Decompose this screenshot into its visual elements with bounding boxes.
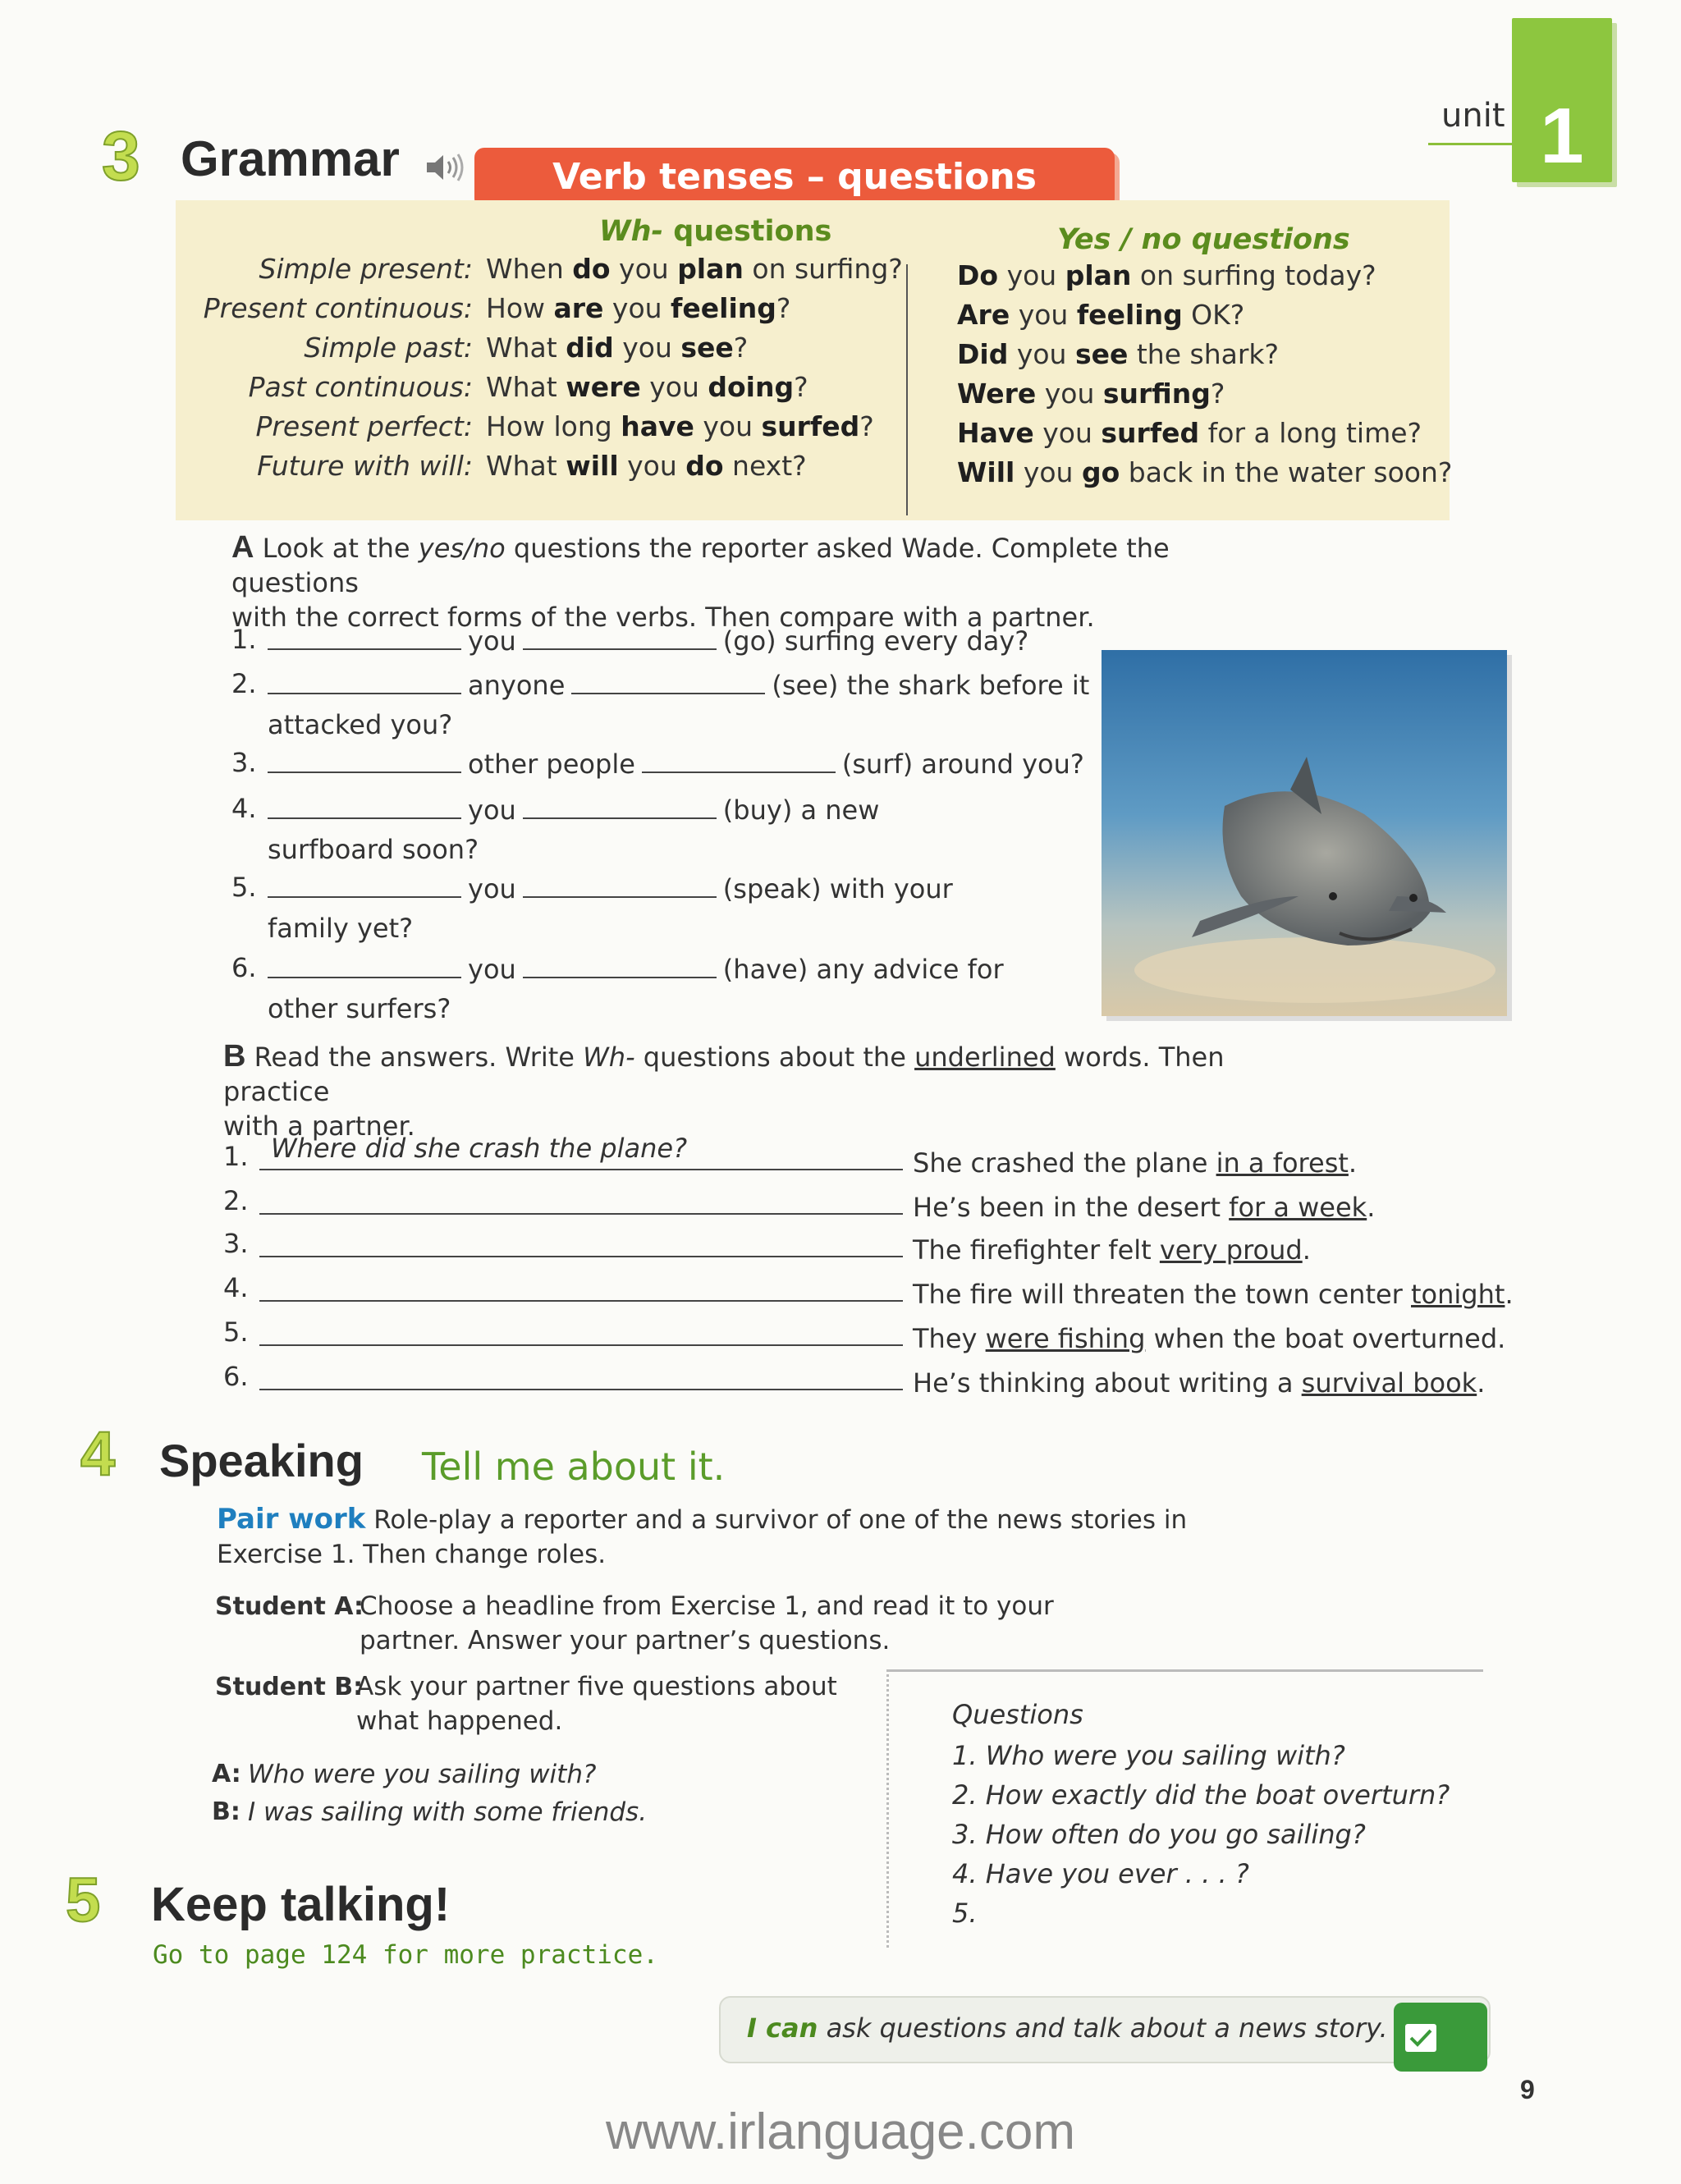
answer-blank-2[interactable] bbox=[571, 668, 765, 694]
pair-work-instructions: Pair work Role-play a reporter and a survivor of one of the news stories in Exercise 1. Then change roles. bbox=[217, 1503, 1188, 1569]
yes-no-questions-heading: Yes / no questions bbox=[1057, 223, 1350, 256]
item-number: 2. bbox=[231, 668, 257, 699]
tense-label: Future with will: bbox=[257, 450, 473, 482]
item-subject: other people bbox=[468, 749, 635, 780]
answer-line[interactable] bbox=[259, 1139, 903, 1170]
unit-label: unit bbox=[1441, 97, 1505, 135]
tense-label: Present perfect: bbox=[255, 410, 473, 442]
answer-blank-2[interactable] bbox=[523, 872, 717, 898]
given-answer: The fire will threaten the town center tonight. bbox=[913, 1279, 1514, 1310]
answer-line[interactable] bbox=[259, 1226, 903, 1257]
unit-tab bbox=[1512, 18, 1612, 182]
exercise-a-item bbox=[268, 793, 886, 826]
wh-questions-heading: Wh- questions bbox=[599, 215, 832, 248]
item-verb-hint: (surf) around you? bbox=[841, 749, 1084, 780]
unit-rule bbox=[1428, 143, 1525, 145]
grammar-section-number: 3 bbox=[102, 117, 140, 195]
item-subject: you bbox=[468, 873, 516, 904]
answer-blank-1[interactable] bbox=[268, 668, 461, 694]
question-item: 5. bbox=[952, 1898, 978, 1929]
wh-question: How long have you surfed? bbox=[486, 410, 874, 442]
tense-label: Present continuous: bbox=[203, 292, 473, 324]
item-number: 6. bbox=[231, 952, 257, 983]
item-number: 4. bbox=[223, 1272, 249, 1303]
given-answer: He’s been in the desert for a week. bbox=[913, 1192, 1376, 1223]
item-number: 2. bbox=[223, 1185, 249, 1216]
dialog-line: Who were you sailing with? bbox=[248, 1760, 597, 1789]
given-answer: They were fishing when the boat overturned. bbox=[913, 1323, 1506, 1354]
wh-question: What were you doing? bbox=[486, 371, 808, 403]
item-number: 4. bbox=[231, 793, 257, 824]
answer-line[interactable] bbox=[259, 1271, 903, 1302]
wh-question: What did you see? bbox=[486, 332, 749, 364]
verb-tenses-banner-title: Verb tenses – questions bbox=[552, 156, 1037, 198]
i-can-checkbox[interactable] bbox=[1394, 2003, 1487, 2072]
pair-work-label: Pair work bbox=[217, 1503, 366, 1536]
exercise-a-item bbox=[268, 624, 1035, 657]
exercise-a-item bbox=[268, 668, 1096, 701]
item-number: 1. bbox=[223, 1141, 249, 1172]
answer-blank-1[interactable] bbox=[268, 747, 461, 773]
exercise-a-item bbox=[268, 952, 1010, 985]
answer-blank-2[interactable] bbox=[642, 747, 836, 773]
dialog-speaker: A: bbox=[212, 1760, 241, 1788]
exercise-a-letter: A bbox=[231, 530, 254, 565]
dialog-line: I was sailing with some friends. bbox=[248, 1797, 648, 1827]
student-a-label: Student A: bbox=[215, 1592, 364, 1621]
answer-blank-2[interactable] bbox=[523, 793, 717, 819]
keep-talking-section-number: 5 bbox=[66, 1866, 101, 1935]
given-answer: She crashed the plane in a forest. bbox=[913, 1147, 1358, 1179]
exercise-a-instructions: A Look at the yes/no questions the reporter asked Wade. Complete the questions with the correct forms of the verbs. Then compare with a partner. bbox=[231, 530, 1170, 633]
item-continuation: attacked you? bbox=[268, 709, 453, 740]
item-continuation: other surfers? bbox=[268, 993, 451, 1024]
item-number: 6. bbox=[223, 1361, 249, 1392]
item-number: 3. bbox=[223, 1228, 249, 1259]
watermark: www.irlanguage.com bbox=[605, 2104, 1076, 2160]
item-subject: you bbox=[468, 954, 516, 985]
shark-photo bbox=[1102, 650, 1507, 1016]
item-number: 5. bbox=[223, 1316, 249, 1348]
item-verb-hint: (speak) with your bbox=[722, 873, 953, 904]
yes-no-question: Will you go back in the water soon? bbox=[957, 456, 1453, 488]
wh-question: What will you do next? bbox=[486, 450, 807, 482]
item-number: 5. bbox=[231, 872, 257, 903]
item-subject: you bbox=[468, 794, 516, 826]
answer-blank-1[interactable] bbox=[268, 793, 461, 819]
unit-number: 1 bbox=[1540, 92, 1584, 180]
student-b-text: Ask your partner five questions about what happened. bbox=[356, 1672, 837, 1736]
question-item: 2. How exactly did the boat overturn? bbox=[952, 1779, 1450, 1811]
yes-no-question: Did you see the shark? bbox=[957, 338, 1280, 370]
dialog-speaker: B: bbox=[212, 1797, 240, 1826]
student-b-label: Student B: bbox=[215, 1673, 364, 1701]
yes-no-question: Were you surfing? bbox=[957, 378, 1225, 410]
questions-title: Questions bbox=[952, 1699, 1083, 1730]
exercise-a-item bbox=[268, 747, 1091, 780]
i-can-bar bbox=[719, 1996, 1491, 2063]
question-item: 3. How often do you go sailing? bbox=[952, 1819, 1366, 1850]
answer-blank-1[interactable] bbox=[268, 952, 461, 978]
answer-blank-2[interactable] bbox=[523, 952, 717, 978]
student-a-text: Choose a headline from Exercise 1, and read it to your partner. Answer your partner’s questions. bbox=[360, 1591, 1054, 1655]
question-item: 1. Who were you sailing with? bbox=[952, 1740, 1345, 1771]
grammar-title: Grammar bbox=[181, 131, 400, 186]
speaking-title: Speaking bbox=[159, 1435, 364, 1486]
keep-talking-subtitle: Go to page 124 for more practice. bbox=[153, 1940, 658, 1970]
answer-blank-2[interactable] bbox=[523, 624, 717, 650]
yes-no-question: Do you plan on surfing today? bbox=[957, 259, 1376, 291]
given-answer: He’s thinking about writing a survival book. bbox=[913, 1367, 1486, 1399]
tense-label: Simple present: bbox=[259, 253, 473, 285]
yes-no-question: Have you surfed for a long time? bbox=[957, 417, 1422, 449]
exercise-b-letter: B bbox=[223, 1039, 246, 1074]
exercise-b-example-answer: Where did she crash the plane? bbox=[271, 1133, 688, 1164]
item-verb-hint: (go) surfing every day? bbox=[722, 625, 1029, 657]
item-verb-hint: (see) the shark before it bbox=[772, 670, 1090, 701]
checkmark-icon bbox=[1405, 2024, 1436, 2052]
yes-no-question: Are you feeling OK? bbox=[957, 299, 1245, 331]
speaking-subtitle: Tell me about it. bbox=[422, 1445, 726, 1489]
answer-line[interactable] bbox=[259, 1184, 903, 1215]
tense-label: Simple past: bbox=[304, 332, 473, 364]
exercise-a-item bbox=[268, 872, 960, 904]
page-number: 9 bbox=[1520, 2075, 1535, 2104]
tense-label: Past continuous: bbox=[248, 371, 473, 403]
keep-talking-title: Keep talking! bbox=[151, 1878, 451, 1931]
answer-blank-1[interactable] bbox=[268, 872, 461, 898]
verb-tenses-banner bbox=[474, 148, 1115, 208]
answer-line[interactable] bbox=[259, 1315, 903, 1346]
item-number: 1. bbox=[231, 624, 257, 655]
exercise-b-instructions: B Read the answers. Write Wh- questions about the underlined words. Then practice with a partner. bbox=[223, 1039, 1225, 1142]
grammar-column-divider bbox=[906, 264, 908, 515]
item-verb-hint: (have) any advice for bbox=[722, 954, 1004, 985]
item-verb-hint: (buy) a new bbox=[722, 794, 880, 826]
item-subject: anyone bbox=[468, 670, 566, 701]
wh-question: When do you plan on surfing? bbox=[486, 253, 903, 285]
answer-blank-1[interactable] bbox=[268, 624, 461, 650]
item-number: 3. bbox=[231, 747, 257, 778]
item-subject: you bbox=[468, 625, 516, 657]
answer-line[interactable] bbox=[259, 1359, 903, 1390]
audio-speaker-icon[interactable] bbox=[425, 153, 466, 182]
question-item: 4. Have you ever . . . ? bbox=[952, 1858, 1249, 1889]
item-continuation: family yet? bbox=[268, 913, 414, 944]
speaking-section-number: 4 bbox=[80, 1419, 116, 1489]
given-answer: The firefighter felt very proud. bbox=[913, 1234, 1311, 1266]
wh-question: How are you feeling? bbox=[486, 292, 791, 324]
item-continuation: surfboard soon? bbox=[268, 834, 479, 865]
i-can-statement: I can ask questions and talk about a news story. bbox=[747, 2012, 1388, 2044]
